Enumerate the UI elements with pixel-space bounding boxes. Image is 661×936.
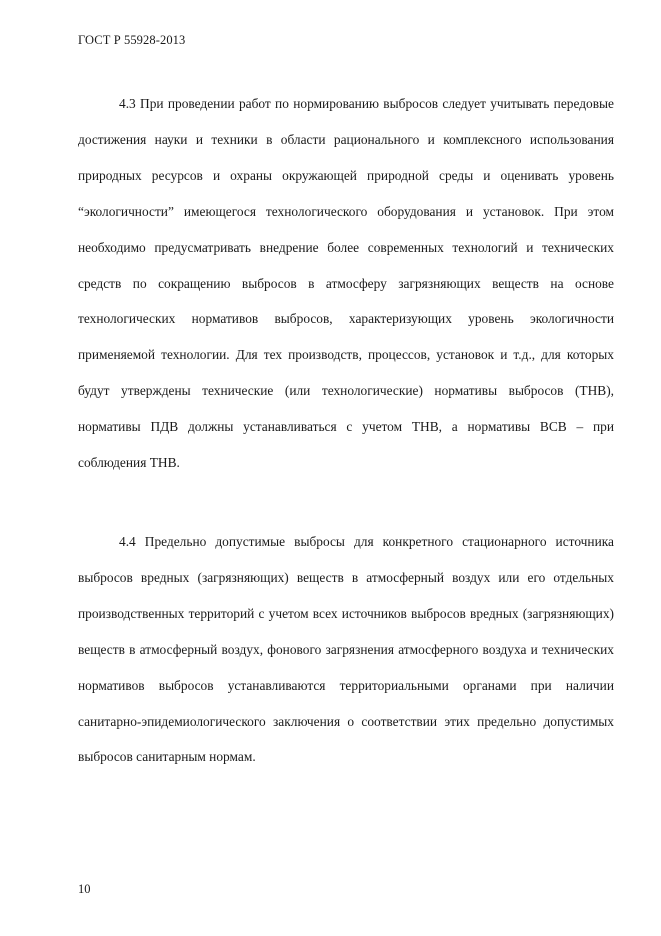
page-number: 10 <box>78 882 91 896</box>
paragraph-4-3: 4.3 При проведении работ по нормированию выбросов следует учитывать передовые достижения науки и техники в области рационального и комплексного использования природных ресурсов и охраны окружающей природной среды и оценивать уровень “экологичности” имеющегося технологического оборудования и установок. При этом необходимо предусматривать внедрение более современных технологий и технических средств по сокращению выбросов в атмосферу загрязняющих веществ на основе технологических нормативов выбросов, характеризующих уровень экологичности применяемой технологии. Для тех производств, процессов, установок и т.д., для которых будут утверждены технические (или технологические) нормативы выбросов (ТНВ), нормативы ПДВ должны устанавливаться с учетом ТНВ, а нормативы ВСВ – при соблюдения ТНВ. <box>78 96 614 471</box>
document-header: ГОСТ Р 55928-2013 <box>78 33 186 47</box>
paragraph-4-4: 4.4 Предельно допустимые выбросы для конкретного стационарного источника выбросов вредных (загрязняющих) веществ в атмосферный воздух или его отдельных производственных территорий с учетом всех источников выбросов вредных (загрязняющих) веществ в атмосферный воздух, фонового загрязнения атмосферного воздуха и технических нормативов выбросов устанавливаются территориальными органами при наличии санитарно-эпидемиологического заключения о соответствии этих предельно допустимых выбросов санитарным нормам. <box>78 534 614 765</box>
